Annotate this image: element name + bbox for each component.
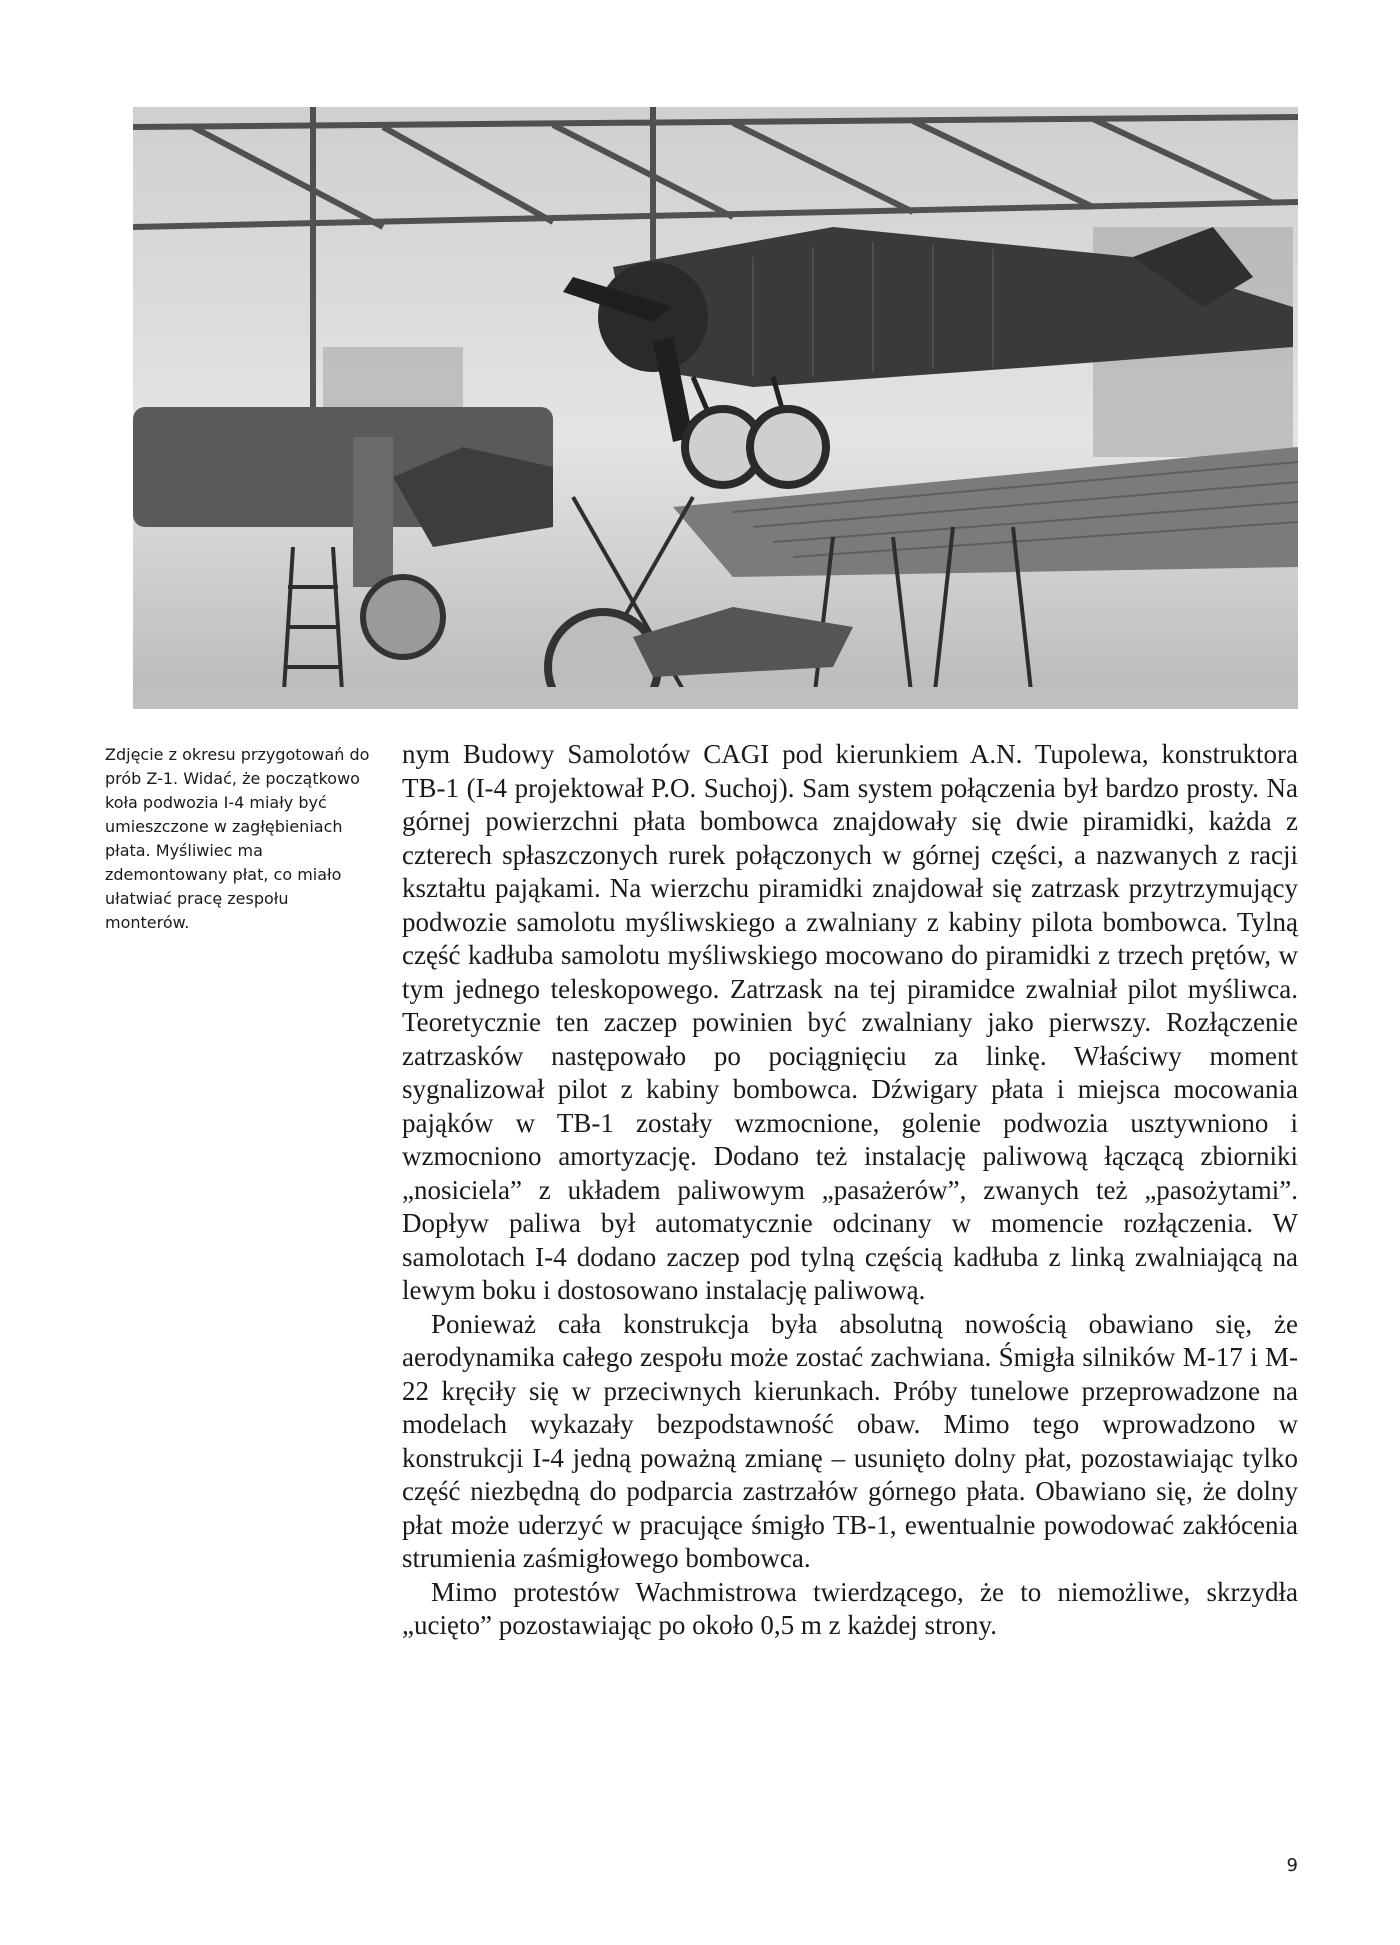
paragraph: nym Budowy Samolotów CAGI pod kierunkiem A.N. Tupolewa, konstruktora TB-1 (I-4 projektował P.O. Suchoj). Sam system połączenia był bardzo prosty. Na górnej powierzchni płata bombowca znajdowały się dwie piramidki, każda z czterech spłaszczonych rurek połączonych w górnej części, a nazwanych z racji kształtu pająkami. Na wierzchu piramidki znajdował się zatrzask przytrzymujący podwozie samolotu myśliwskiego a zwalniany z kabiny pilota bombowca. Tylną część kadłuba samolotu myśliwskiego mocowano do piramidki z trzech prętów, w tym jednego teleskopowego. Zatrzask na tej piramidce zwalniał pilot myśliwca. Teoretycznie ten zaczep powinien być zwalniany jako pierwszy. Rozłączenie zatrzasków następowało po pociągnięciu za linkę. Właściwy moment sygnalizował pilot z kabiny bombowca. Dźwigary płata i miejsca mocowania pająków w TB-1 zostały wzmocnione, golenie podwozia usztywniono i wzmocniono amortyzację. Dodano też instalację paliwową łączącą zbiorniki „nosiciela” z układem paliwowym „pasażerów”, zwanych też „pasożytami”. Dopływ paliwa był automatycznie odcinany w momencie rozłączenia. W samolotach I-4 dodano zaczep pod tylną częścią kadłuba z linką zwalniającą na lewym boku i dostosowano instalację paliwową. bbox=[402, 739, 1298, 1305]
page-number: 9 bbox=[1286, 1855, 1298, 1876]
figure-caption: Zdjęcie z okresu przygotowań do prób Z-1. Widać, że początkowo koła podwozia I-4 miały być umieszczone w zagłębieniach płata. Myśliwiec ma zdemontowany płat, co miało ułatwiać pracę zespołu monterów. bbox=[105, 745, 370, 932]
paragraph: Ponieważ cała konstrukcja była absolutną nowością obawiano się, że aerodynamika całego zespołu może zostać zachwiana. Śmigła silników M-17 i M-22 kręciły się w przeciwnych kierunkach. Próby tunelowe przeprowadzone na modelach wykazały bezpodstawność obaw. Mimo tego wprowadzono w konstrukcji I-4 jedną poważną zmianę – usunięto dolny płat, pozostawiając tylko część niezbędną do podparcia zastrzałów górnego płata. Obawiano się, że dolny płat może uderzyć w pracujące śmigło TB-1, ewentualnie powodować zakłócenia strumienia zaśmigłowego bombowca. bbox=[402, 1308, 1298, 1573]
hangar-aircraft-photo bbox=[133, 107, 1298, 709]
main-text bbox=[402, 738, 1298, 1643]
paragraph: Mimo protestów Wachmistrowa twierdzącego, że to niemożliwe, skrzydła „ucięto” pozostawiając po około 0,5 m z każdej strony. bbox=[402, 1576, 1298, 1640]
